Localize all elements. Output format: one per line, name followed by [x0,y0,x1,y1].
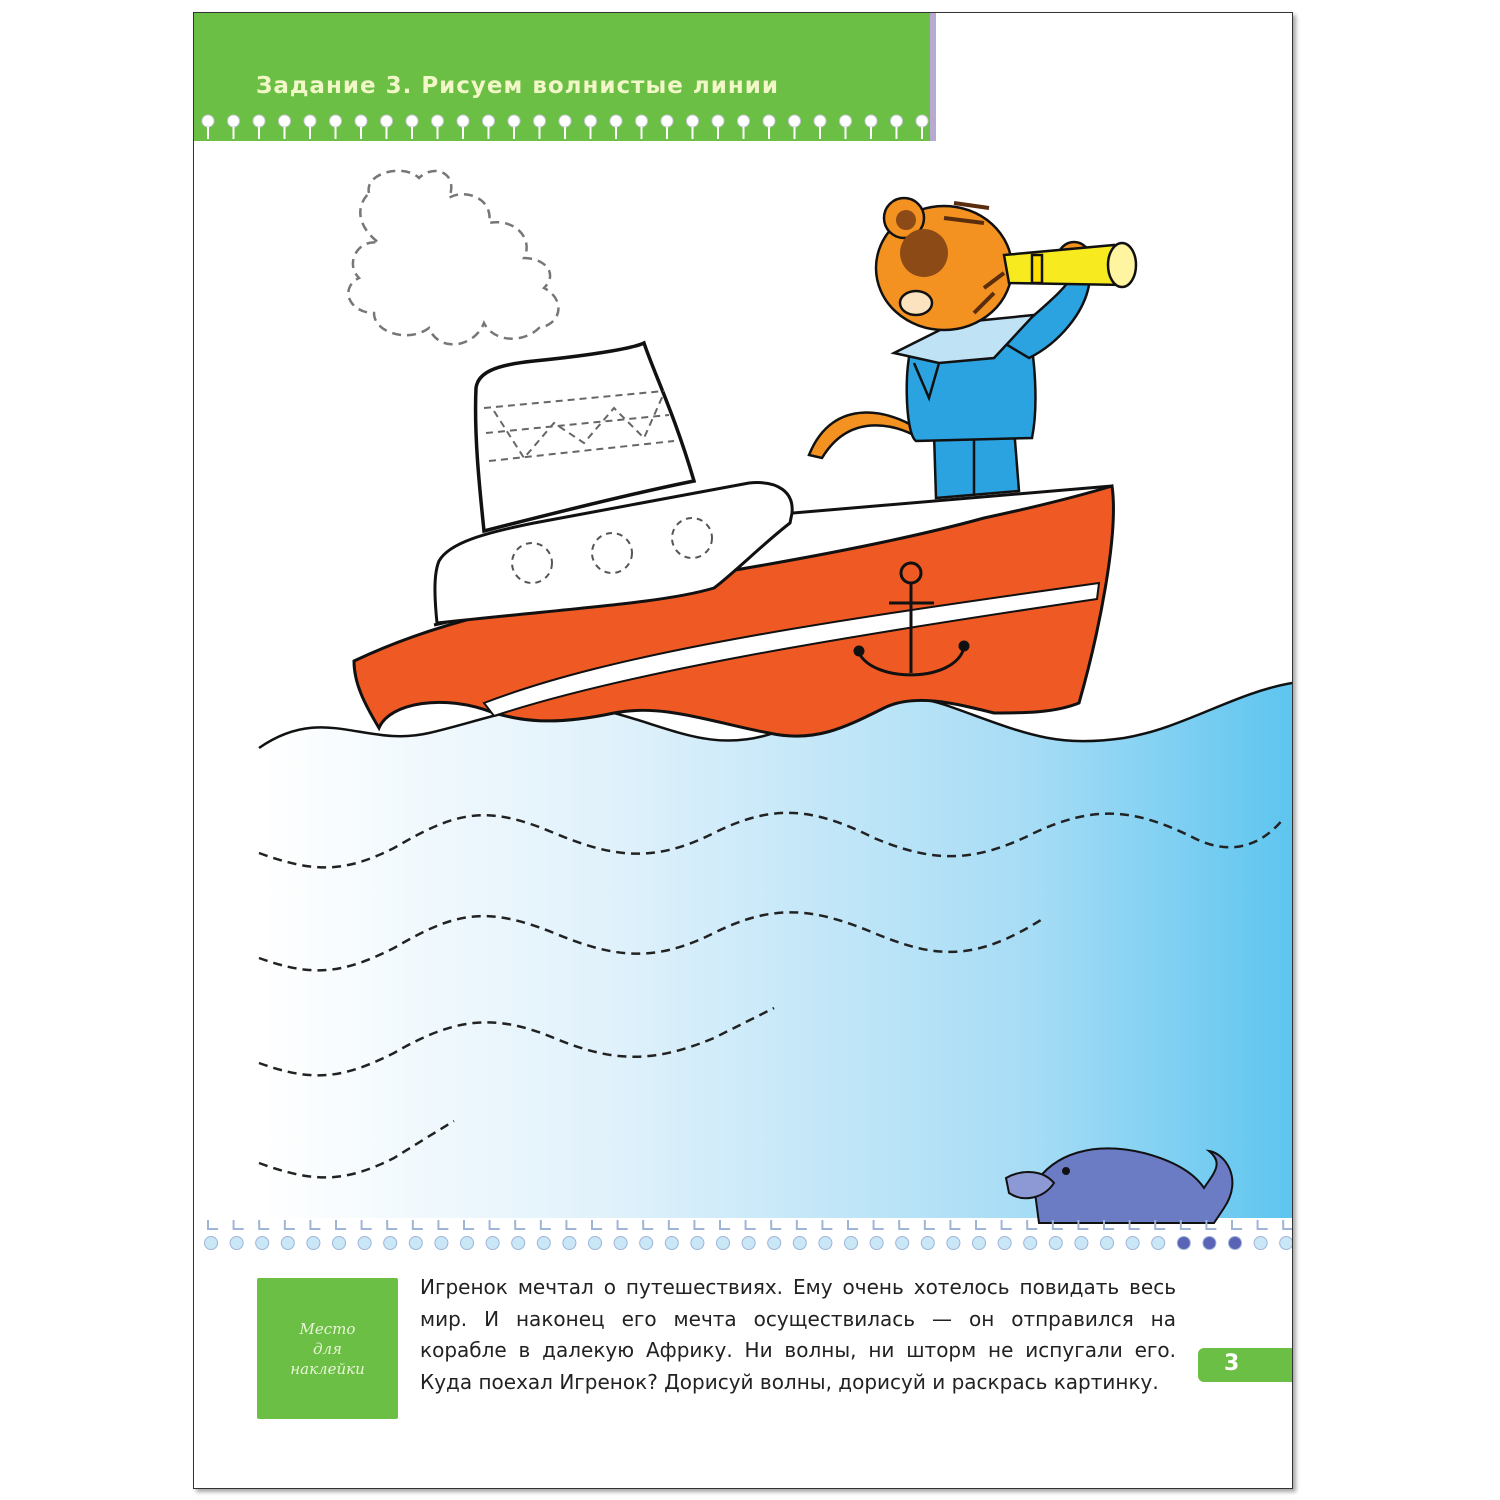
binding-hook [618,1220,628,1229]
binding-hook [720,1220,730,1229]
binding-ring [691,1237,704,1250]
binding-hook [874,1220,884,1229]
binding-ring [614,1237,627,1250]
sticker-placeholder [257,1278,398,1419]
binding-hook [234,1220,244,1229]
sticker-label-line3: наклейки [290,1359,365,1378]
binding-hook [438,1220,448,1229]
telescope-icon [1004,243,1136,287]
binding-hook [822,1220,832,1229]
binding-hook [541,1220,551,1229]
binding-hook [310,1220,320,1229]
binding-ring [409,1237,422,1250]
binding-hook [1027,1220,1037,1229]
binding-hook [362,1220,372,1229]
binding-hook [771,1220,781,1229]
sea [259,683,1292,1218]
cloud-trace-icon [348,171,558,345]
binding-hook [336,1220,346,1229]
binding-hook [950,1220,960,1229]
binding-ring [1203,1237,1216,1250]
binding-ring [998,1237,1011,1250]
binding-hook [413,1220,423,1229]
binding-ring [256,1237,269,1250]
binding-ring [1126,1237,1139,1250]
binding-hook [1283,1220,1292,1229]
binding-hook [746,1220,756,1229]
binding-hook [797,1220,807,1229]
illustration [194,13,1292,1488]
sticker-label-line1: Место [299,1319,356,1338]
binding-hook [899,1220,909,1229]
binding-ring [537,1237,550,1250]
binding-ring [845,1237,858,1250]
binding-hook [259,1220,269,1229]
binding-ring [435,1237,448,1250]
binding-hook [694,1220,704,1229]
binding-ring [1075,1237,1088,1250]
binding-ring [1254,1237,1267,1250]
binding-ring [1229,1237,1242,1250]
binding-ring [205,1237,218,1250]
binding-hook [1258,1220,1268,1229]
binding-hook [566,1220,576,1229]
binding-hook [285,1220,295,1229]
binding-ring [563,1237,576,1250]
binding-ring [793,1237,806,1250]
binding-ring [973,1237,986,1250]
binding-ring [486,1237,499,1250]
binding-ring [665,1237,678,1250]
binding-ring [307,1237,320,1250]
workbook-page [193,12,1293,1489]
binding-ring [1024,1237,1037,1250]
binding-hook [643,1220,653,1229]
binding-hook [387,1220,397,1229]
binding-hook [490,1220,500,1229]
binding-hook [976,1220,986,1229]
binding-hook [1002,1220,1012,1229]
page-number: 3 [1224,1351,1240,1376]
binding-ring [384,1237,397,1250]
binding-ring [742,1237,755,1250]
binding-hook [1232,1220,1242,1229]
binding-ring [947,1237,960,1250]
binding-ring [333,1237,346,1250]
binding-ring [358,1237,371,1250]
binding-hook [464,1220,474,1229]
binding-ring [870,1237,883,1250]
binding-ring [512,1237,525,1250]
binding-hook [515,1220,525,1229]
binding-ring [1177,1237,1190,1250]
story-line: корабле в далекую Африку. Ни волны, ни шторм не испугали его. [420,1338,1176,1362]
binding-ring [640,1237,653,1250]
binding-ring [1049,1237,1062,1250]
binding-ring [1280,1237,1292,1250]
binding-ring [1152,1237,1165,1250]
story-line: мир. И наконец его мечта осуществилась — он отправился на [420,1306,1176,1331]
binding-ring [921,1237,934,1250]
binding-ring [768,1237,781,1250]
binding-ring [1101,1237,1114,1250]
binding-hook [669,1220,679,1229]
binding-ring [230,1237,243,1250]
task-title: Задание 3. Рисуем волнистые линии [256,73,779,99]
binding-hook [208,1220,218,1229]
binding-ring [819,1237,832,1250]
binding-ring [461,1237,474,1250]
binding-ring [717,1237,730,1250]
story-line: Игренок мечтал о путешествиях. Ему очень хотелось повидать весь [420,1275,1176,1299]
tiger-sailor [809,198,1136,498]
binding-ring [896,1237,909,1250]
story-text [420,1272,1176,1398]
story-line: Куда поехал Игренок? Дорисуй волны, дорисуй и раскрась картинку. [420,1369,1159,1394]
binding-hook [848,1220,858,1229]
binding-ring [589,1237,602,1250]
page-number-tab [1198,1348,1292,1382]
binding-hook [592,1220,602,1229]
spiral-binding-bottom [205,1220,1293,1250]
sticker-label-line2: для [313,1339,342,1358]
binding-hook [925,1220,935,1229]
binding-ring [281,1237,294,1250]
